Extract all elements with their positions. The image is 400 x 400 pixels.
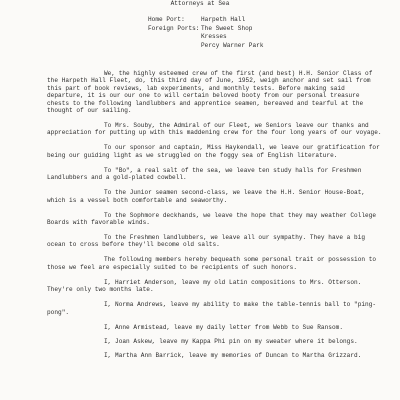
- member-bequest: I, Harriet Anderson, leave my old Latin compositions to Mrs. Otterson. They're only two months late.: [47, 278, 362, 294]
- member-bequest: I, Anne Armistead, leave my daily letter from Webb to Sue Ransom.: [104, 323, 343, 331]
- document-heading: Attorneys at Sea: [170, 0, 230, 7]
- home-port-value: Harpeth Hall: [201, 16, 246, 23]
- foreign-port-value: Percy Warner Park: [201, 41, 264, 49]
- bequest-paragraph: To our sponsor and captain, Miss Haykendall, we leave our gratification for being our guiding light as we struggled on the foggy sea of English literature.: [47, 144, 380, 159]
- document-body: [47, 70, 384, 367]
- member-bequest: I, Joan Askew, leave my Kappa Phi pin on my sweater where it belongs.: [104, 337, 358, 345]
- member-bequest: I, Martha Ann Barrick, leave my memories of Duncan to Martha Grizzard.: [104, 352, 362, 360]
- foreign-port-value: The Sweet Shop: [201, 24, 253, 32]
- bequest-paragraph: To the Sophmore deckhands, we leave the hope that they may weather College Boards with favorable winds.: [47, 211, 377, 227]
- preamble-paragraph: We, the highly esteemed crew of the first (and best) H.H. Senior Class of the Harpeth Hall Fleet, do, this third day of June, 1952, weigh anchor and set sail from this part of book reviews, lab experiments, and monthly tests. Before making said departure, it is our our one to will certain beloved booty from our personal treasure chests to the following landlubbers and apprentice seamen, bereaved and tearful at the thought of our sailing.: [47, 70, 373, 115]
- foreign-port-value: Kresses: [201, 33, 227, 41]
- member-bequest: I, Norma Andrews, leave my ability to make the table-tennis ball to "ping-pong".: [47, 301, 377, 316]
- bequest-paragraph: To the Freshmen landlubbers, we leave all our sympathy. They have a big ocean to cross before they'll become old salts.: [47, 234, 366, 249]
- bequest-paragraph: To Mrs. Souby, the Admiral of our Fleet, we Seniors leave our thanks and appreciation for putting up with this maddening crew for the four long years of our voyage.: [47, 122, 382, 137]
- foreign-ports-label: Foreign Ports:: [148, 24, 200, 32]
- ports-block: [148, 16, 264, 50]
- foreign-ports-row: [148, 25, 264, 34]
- home-port-label: Home Port:: [148, 16, 185, 23]
- bequest-paragraph: To "Bo", a real salt of the sea, we leave ten study halls for Freshmen Landlubbers and a gold-plated cowbell.: [47, 166, 362, 182]
- members-intro-paragraph: The following members hereby bequeath some personal trait or possession to those we feel are especially suited to be recipients of such honors.: [47, 256, 377, 271]
- bequest-paragraph: To the Junior seamen second-class, we leave the H.H. Senior House-Boat, which is a vessel both comfortable and seaworthy.: [47, 189, 366, 204]
- home-port-row: [148, 16, 264, 25]
